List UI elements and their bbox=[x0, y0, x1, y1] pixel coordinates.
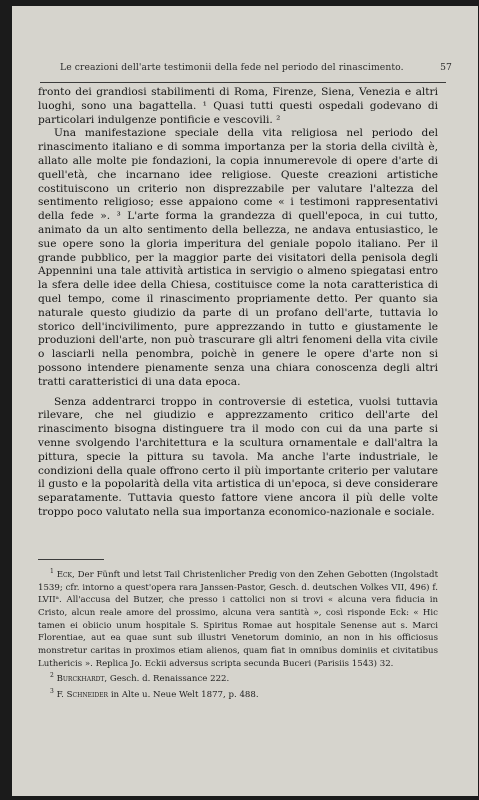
footnote-1-text: Der Fünft und letst Tail Christenlicher Predig von den Zehen Gebotten (Ingolstadt 1539; cfr. intorno a quest'opera rara Janssen-Pastor, Gesch. d. deutschen Volkes VII, 496) f. LVIIᵃ. All'accusa del Butzer, che presso i cattolici non si trovi « alcuna vera fiducia in Cristo, alcun reale amore del prossimo, alcuna vera santità », così risponde Eck: « Hic tamen ei obiicio unum hospitale S. Spiritus Romae aut hospitale Senense aut s. Marci Florentiae, aut ea quae sunt sub illustri Venetorum dominio, an non in his officiosus monstretur caritas in proximos etiam alienos, quam fiat in omnibus dominiis et civitatibus Luthericis ». Replica Jo. Eckii adversus scripta secunda Buceri (Parisiis 1543) 32. bbox=[38, 569, 439, 669]
paragraph-1: fronto dei grandiosi stabilimenti di Roma, Firenze, Siena, Venezia e altri luoghi, sono una bagattella. ¹ Quasi tutti questi ospedali godevano di particolari indulgenze pontificie e vescovili. ² bbox=[38, 86, 438, 126]
footnotes bbox=[38, 566, 438, 702]
paragraph-2: Una manifestazione speciale della vita religiosa nel periodo del rinascimento italiano e di somma importanza per la storia della civiltà è, allato alle molte pie fondazioni, la copia innumerevole di opere d'arte di quell'età, che incarnano idee religiose. Queste creazioni artistiche costituiscono un criterio non disprezzabile per valutare l'altezza del sentimento religioso; esse appaiono come « i testimoni rappresentativi della fede ». ³ L'arte forma la grandezza di quell'epoca, in cui tutto, animato da un alto sentimento della bellezza, ne andava entusiastico, le sue opere sono la gloria imperitura del geniale popolo italiano. Per il grande pubblico, per la maggior parte dei visitatori della penisola degli Appennini una tale attività artistica in servigio o almeno spiegatasi entro la sfera delle idee della Chiesa, costituisce come la nota caratteristica di quel tempo, come il rinascimento propriamente detto. Per quanto sia naturale questo giudizio da parte di un profano dell'arte, tuttavia lo storico dell'incivilimento, pure apprezzando in tutto e giustamente le produzioni dell'arte, non può trascurare gli altri fenomeni della vita civile o lasciarli nella penombra, poichè in genere le opere d'arte non si possono intendere pienamente senza una chiara conoscenza degli altri tratti caratteristici di una data epoca. bbox=[38, 127, 438, 388]
book-page bbox=[12, 6, 478, 796]
footnote-2-author: Burckhardt, bbox=[56, 674, 108, 685]
running-header bbox=[60, 62, 452, 73]
footnote-3-text: in Alte u. Neue Welt 1877, p. 488. bbox=[110, 689, 259, 700]
footnote-rule bbox=[38, 559, 104, 560]
footnote-1: $^1$ Eck, Der Fünft und letst Tail Christenlicher Predig von den Zehen Gebotten (Ingolstadt 1539; cfr. intorno a quest'opera rara Janssen-Pastor, Gesch. d. deutschen Volkes VII, 496) f. LVIIᵃ. All'accusa del Butzer, che presso i cattolici non si trovi « alcuna vera fiducia in Cristo, alcun reale amore del prossimo, alcuna vera santità », così risponde Eck: « Hic tamen ei obiicio unum hospitale S. Spiritus Romae aut hospitale Senense aut s. Marci Florentiae, aut ea quae sunt sub illustri Venetorum dominio, an non in his officiosus monstretur caritas in proximos etiam alienos, quam fiat in omnibus dominiis et civitatibus Luthericis ». Replica Jo. Eckii adversus scripta secunda Buceri (Parisiis 1543) 32. bbox=[38, 568, 439, 669]
footnote-2: $^2$ Burckhardt, Gesch. d. Renaissance 222. bbox=[50, 672, 230, 685]
page-number: 57 bbox=[440, 62, 452, 73]
footnote-2-text: Gesch. d. Renaissance 222. bbox=[109, 674, 230, 685]
footnote-3: $^3$ F. Schneider in Alte u. Neue Welt 1877, p. 488. bbox=[50, 688, 259, 700]
paragraph-3: Senza addentrarci troppo in controversie di estetica, vuolsi tuttavia rilevare, che nel giudizio e apprezzamento critico dell'arte del rinascimento bisogna distinguere tra il modo con cui da una parte si venne svolgendo l'architettura e la scultura ornamentale e dall'altra la pittura, specie la pittura su tavola. Ma anche l'arte industriale, le condizioni della quale offrono certo il più importante criterio per valutare il gusto e la popolarità della vita artistica di un'epoca, si deve considerare separatamente. Tuttavia questo fattore viene ancora il più delle volte troppo poco valutato nella sua importanza economico-nazionale e sociale. bbox=[38, 395, 438, 518]
header-rule bbox=[40, 82, 446, 83]
main-text bbox=[38, 86, 438, 520]
running-title: Le creazioni dell'arte testimonii della fede nel periodo del rinascimento. bbox=[60, 62, 404, 73]
footnote-3-author: F. Schneider bbox=[56, 689, 109, 700]
footnote-1-author: Eck, bbox=[56, 569, 75, 580]
